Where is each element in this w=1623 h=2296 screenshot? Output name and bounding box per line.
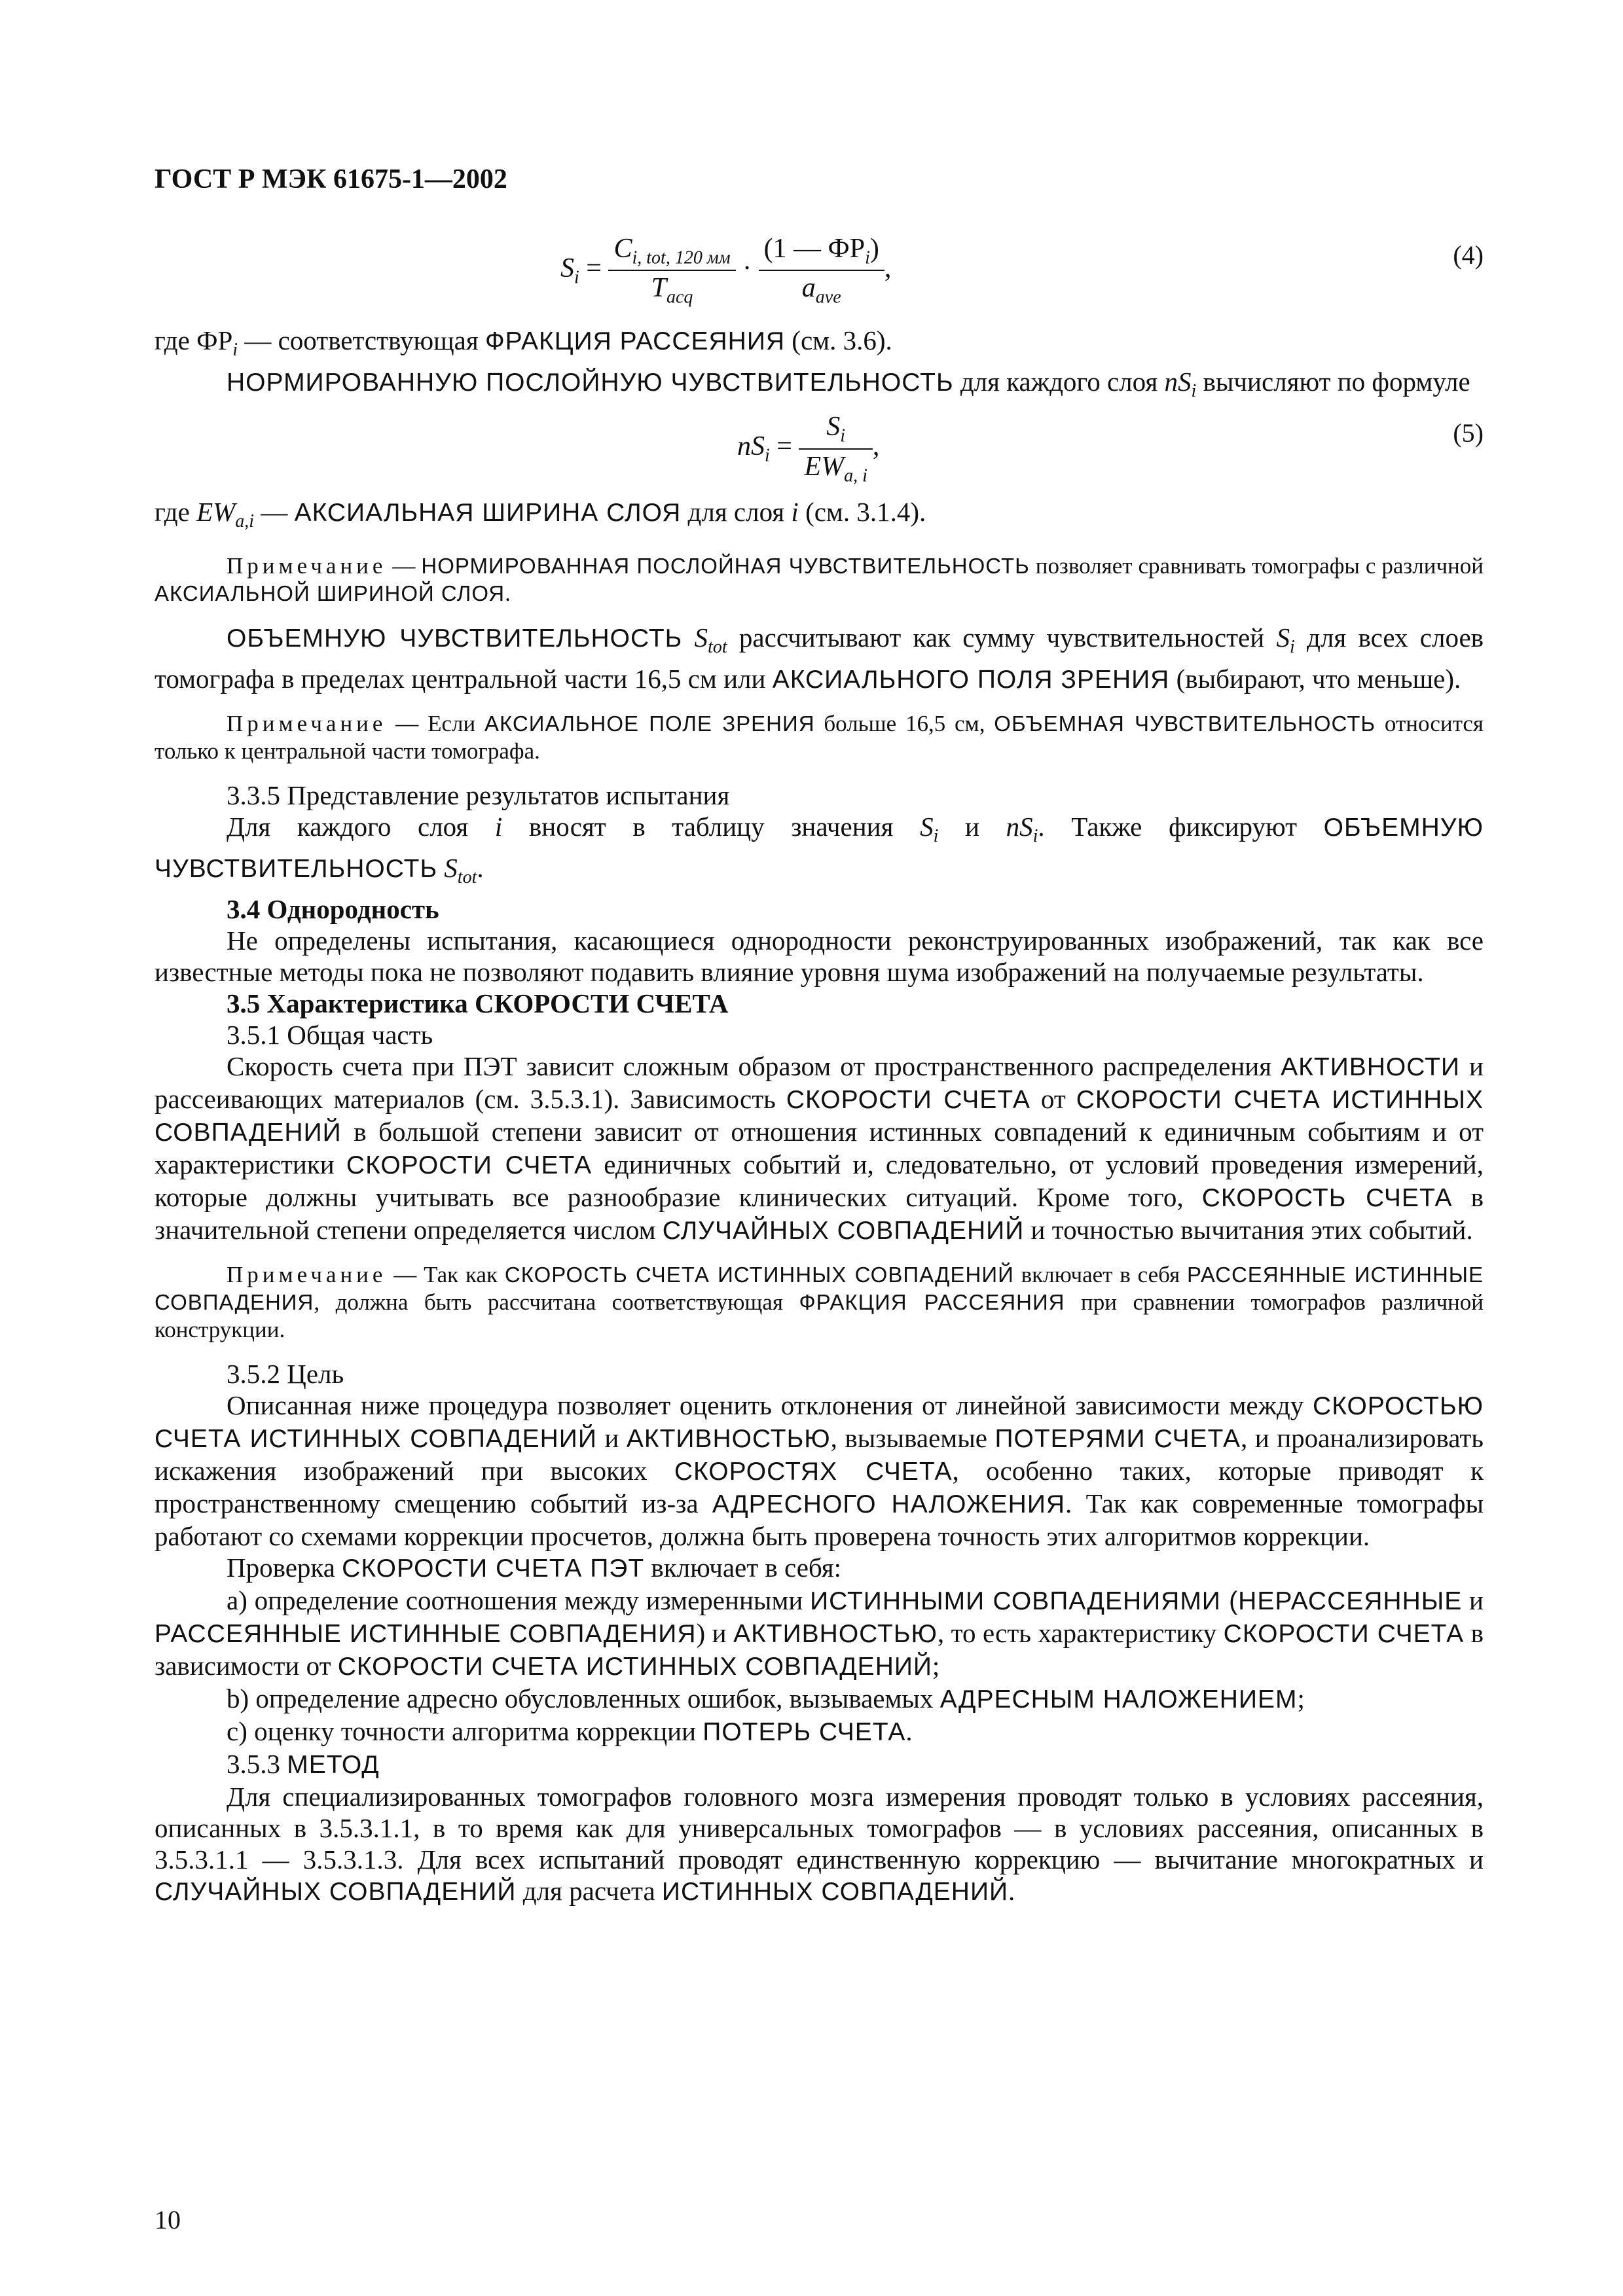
page-number: 10 (155, 2205, 181, 2234)
eq5-lhs-sub: i (765, 445, 770, 466)
paragraph-purpose: Описанная ниже процедура позволяет оценить отклонения от линейной зависимости между СКОРОСТЬЮ СЧЕТА ИСТИННЫХ СОВПАДЕНИЙ и АКТИВНОСТЬЮ, вызываемые ПОТЕРЯМИ СЧЕТА, и проанализировать искажения изображений при высоких СКОРОСТЯХ СЧЕТА, особенно таких, которые приводят к пространственному смещению событий из-за АДРЕСНОГО НАЛОЖЕНИЯ. Так как современные томографы работают со схемами коррекции просчетов, должна быть проверена точность этих алгоритмов коррекции. (155, 1390, 1484, 1552)
list-item-c: c) оценку точности алгоритма коррекции ПОТЕРЬ СЧЕТА. (227, 1716, 913, 1747)
eq4-num2: (1 — ФР (763, 234, 866, 264)
eq4-num-c-sub: i, tot, 120 мм (632, 247, 731, 268)
note-3: Примечание — Так как СКОРОСТЬ СЧЕТА ИСТИННЫХ СОВПАДЕНИЙ включает в себя РАССЕЯННЫЕ ИСТИННЫЕ СОВПАДЕНИЯ, должна быть рассчитана соответствующая ФРАКЦИЯ РАССЕЯНИЯ при сравнении томографов различной конструкции. (155, 1262, 1484, 1343)
paragraph-volume-sensitivity: ОБЪЕМНУЮ ЧУВСТВИТЕЛЬНОСТЬ $S_{tot}$ рассчитывают как сумму чувствительностей $S_i$ для всех слоев томографа в пределах центральной части 16,5 см или АКСИАЛЬНОГО ПОЛЯ ЗРЕНИЯ (выбирают, что меньше). (155, 622, 1484, 694)
eq4-num2-sub: i (865, 247, 870, 268)
note-1: Примечание — НОРМИРОВАННАЯ ПОСЛОЙНАЯ ЧУВСТВИТЕЛЬНОСТЬ позволяет сравнивать томографы с различной АКСИАЛЬНОЙ ШИРИНОЙ СЛОЯ. (155, 552, 1484, 606)
section-3-5-2-heading: 3.5.2 Цель (227, 1359, 344, 1390)
eq4-den2: a (801, 273, 816, 304)
eq4-den-t: T (651, 273, 666, 304)
document-header: ГОСТ Р МЭК 61675-1—2002 (155, 164, 507, 194)
note-2: Примечание — Если АКСИАЛЬНОЕ ПОЛЕ ЗРЕНИЯ больше 16,5 см, ОБЪЕМНАЯ ЧУВСТВИТЕЛЬНОСТЬ относится только к центральной части томографа. (155, 710, 1484, 764)
equation-5-body: $nS_i$ = $\frac{S_i}{EW_{a, i}}$ , (737, 412, 880, 486)
note-label: Примечание (227, 1262, 387, 1288)
eq4-si-sub: i (574, 267, 579, 288)
equation-4-body: $S_i$ = $\frac{C_{i, tot, 120 мм}}{T_{acq}}$ · $\frac{(1 — ФР_i)}{a_{ave}}$ , (560, 234, 892, 308)
eq4-si: S (560, 253, 574, 284)
note-label: Примечание (227, 710, 387, 736)
eq4-fraction-1 (608, 233, 735, 308)
paragraph-count-rate: Скорость счета при ПЭТ зависит сложным образом от пространственного распределения АКТИВНОСТИ и рассеивающих материалов (см. 3.5.3.1). Зависимость СКОРОСТИ СЧЕТА от СКОРОСТИ СЧЕТА ИСТИННЫХ СОВПАДЕНИЙ в большой степени зависит от отношения истинных совпадений к единичным событиям и от характеристики СКОРОСТИ СЧЕТА единичных событий и, следовательно, от условий проведения измерений, которые должны учитывать все разнообразие клинических ситуаций. Кроме того, СКОРОСТЬ СЧЕТА в значительной степени определяется числом СЛУЧАЙНЫХ СОВПАДЕНИЙ и точностью вычитания этих событий. (155, 1051, 1484, 1246)
eq5-num: S (826, 412, 841, 442)
paragraph-check-includes: Проверка СКОРОСТИ СЧЕТА ПЭТ включает в себя: (227, 1552, 841, 1583)
equation-5 (155, 411, 1484, 490)
paragraph-test-results: Для каждого слоя i вносят в таблицу значения $S_i$ и $nS_i$. Также фиксируют ОБЪЕМНУЮ ЧУВСТВИТЕЛЬНОСТЬ $S_{tot}$. (155, 811, 1484, 888)
section-3-5-heading: 3.5 Характеристика СКОРОСТИ СЧЕТА (227, 988, 729, 1019)
eq5-den: EW (804, 451, 845, 482)
paragraph-normalized-sensitivity: НОРМИРОВАННУЮ ПОСЛОЙНУЮ ЧУВСТВИТЕЛЬНОСТЬ для каждого слоя $nS_i$ вычисляют по формуле (227, 367, 1470, 402)
section-3-5-1-heading: 3.5.1 Общая часть (227, 1020, 433, 1050)
paragraph-method: Для специализированных томографов головного мозга измерения проводят только в условиях рассеяния, описанных в 3.5.3.1.1, в то время как для универсальных томографов — в условиях рассеяния, описанных в 3.5.3.1.1 — 3.5.3.1.3. Для всех испытаний проводят единственную коррекцию — вычитание многократных и СЛУЧАЙНЫХ СОВПАДЕНИЙ для расчета ИСТИННЫХ СОВПАДЕНИЙ. (155, 1782, 1484, 1907)
section-3-5-3-heading: 3.5.3 МЕТОД (227, 1749, 380, 1780)
list-item-b: b) определение адресно обусловленных ошибок, вызываемых АДРЕСНЫМ НАЛОЖЕНИЕМ; (227, 1683, 1305, 1714)
paragraph-uniformity: Не определены испытания, касающиеся однородности реконструированных изображений, так как все известные методы пока не позволяют подавить влияние уровня шума изображений на получаемые результаты. (155, 925, 1484, 988)
eq4-num-c: C (613, 234, 632, 264)
document-page (155, 164, 1484, 1908)
eq5-num-sub: i (840, 425, 846, 446)
equation-5-number: (5) (1453, 418, 1484, 448)
eq5-den-sub: a, i (844, 465, 867, 486)
equation-4-number: (4) (1453, 240, 1484, 270)
note-label: Примечание (227, 552, 387, 579)
section-3-4-heading: 3.4 Однородность (227, 894, 439, 925)
eq4-num2-end: ) (869, 234, 879, 264)
eq4-comma: , (884, 253, 892, 284)
eq4-fraction-2 (759, 233, 884, 308)
paragraph-fr-definition: где $ФР_i$ — соответствующая ФРАКЦИЯ РАССЕЯНИЯ (см. 3.6). (155, 325, 892, 361)
section-3-3-5-heading: 3.3.5 Представление результатов испытания (227, 780, 730, 810)
eq4-den-t-sub: acq (666, 287, 693, 308)
eq4-den2-sub: ave (815, 287, 841, 308)
eq5-lhs: nS (737, 431, 765, 462)
equation-4 (155, 233, 1484, 318)
eq5-fraction (799, 411, 872, 486)
eq5-comma: , (872, 431, 880, 462)
list-item-a: a) определение соотношения между измеренными ИСТИННЫМИ СОВПАДЕНИЯМИ (НЕРАССЕЯННЫЕ и РАССЕЯННЫЕ ИСТИННЫЕ СОВПАДЕНИЯ) и АКТИВНОСТЬЮ, то есть характеристику СКОРОСТИ СЧЕТА в зависимости от СКОРОСТИ СЧЕТА ИСТИННЫХ СОВПАДЕНИЙ; (155, 1585, 1484, 1681)
paragraph-ew-definition: где $EW_{a,i}$ — АКСИАЛЬНАЯ ШИРИНА СЛОЯ для слоя i (см. 3.1.4). (155, 497, 926, 532)
